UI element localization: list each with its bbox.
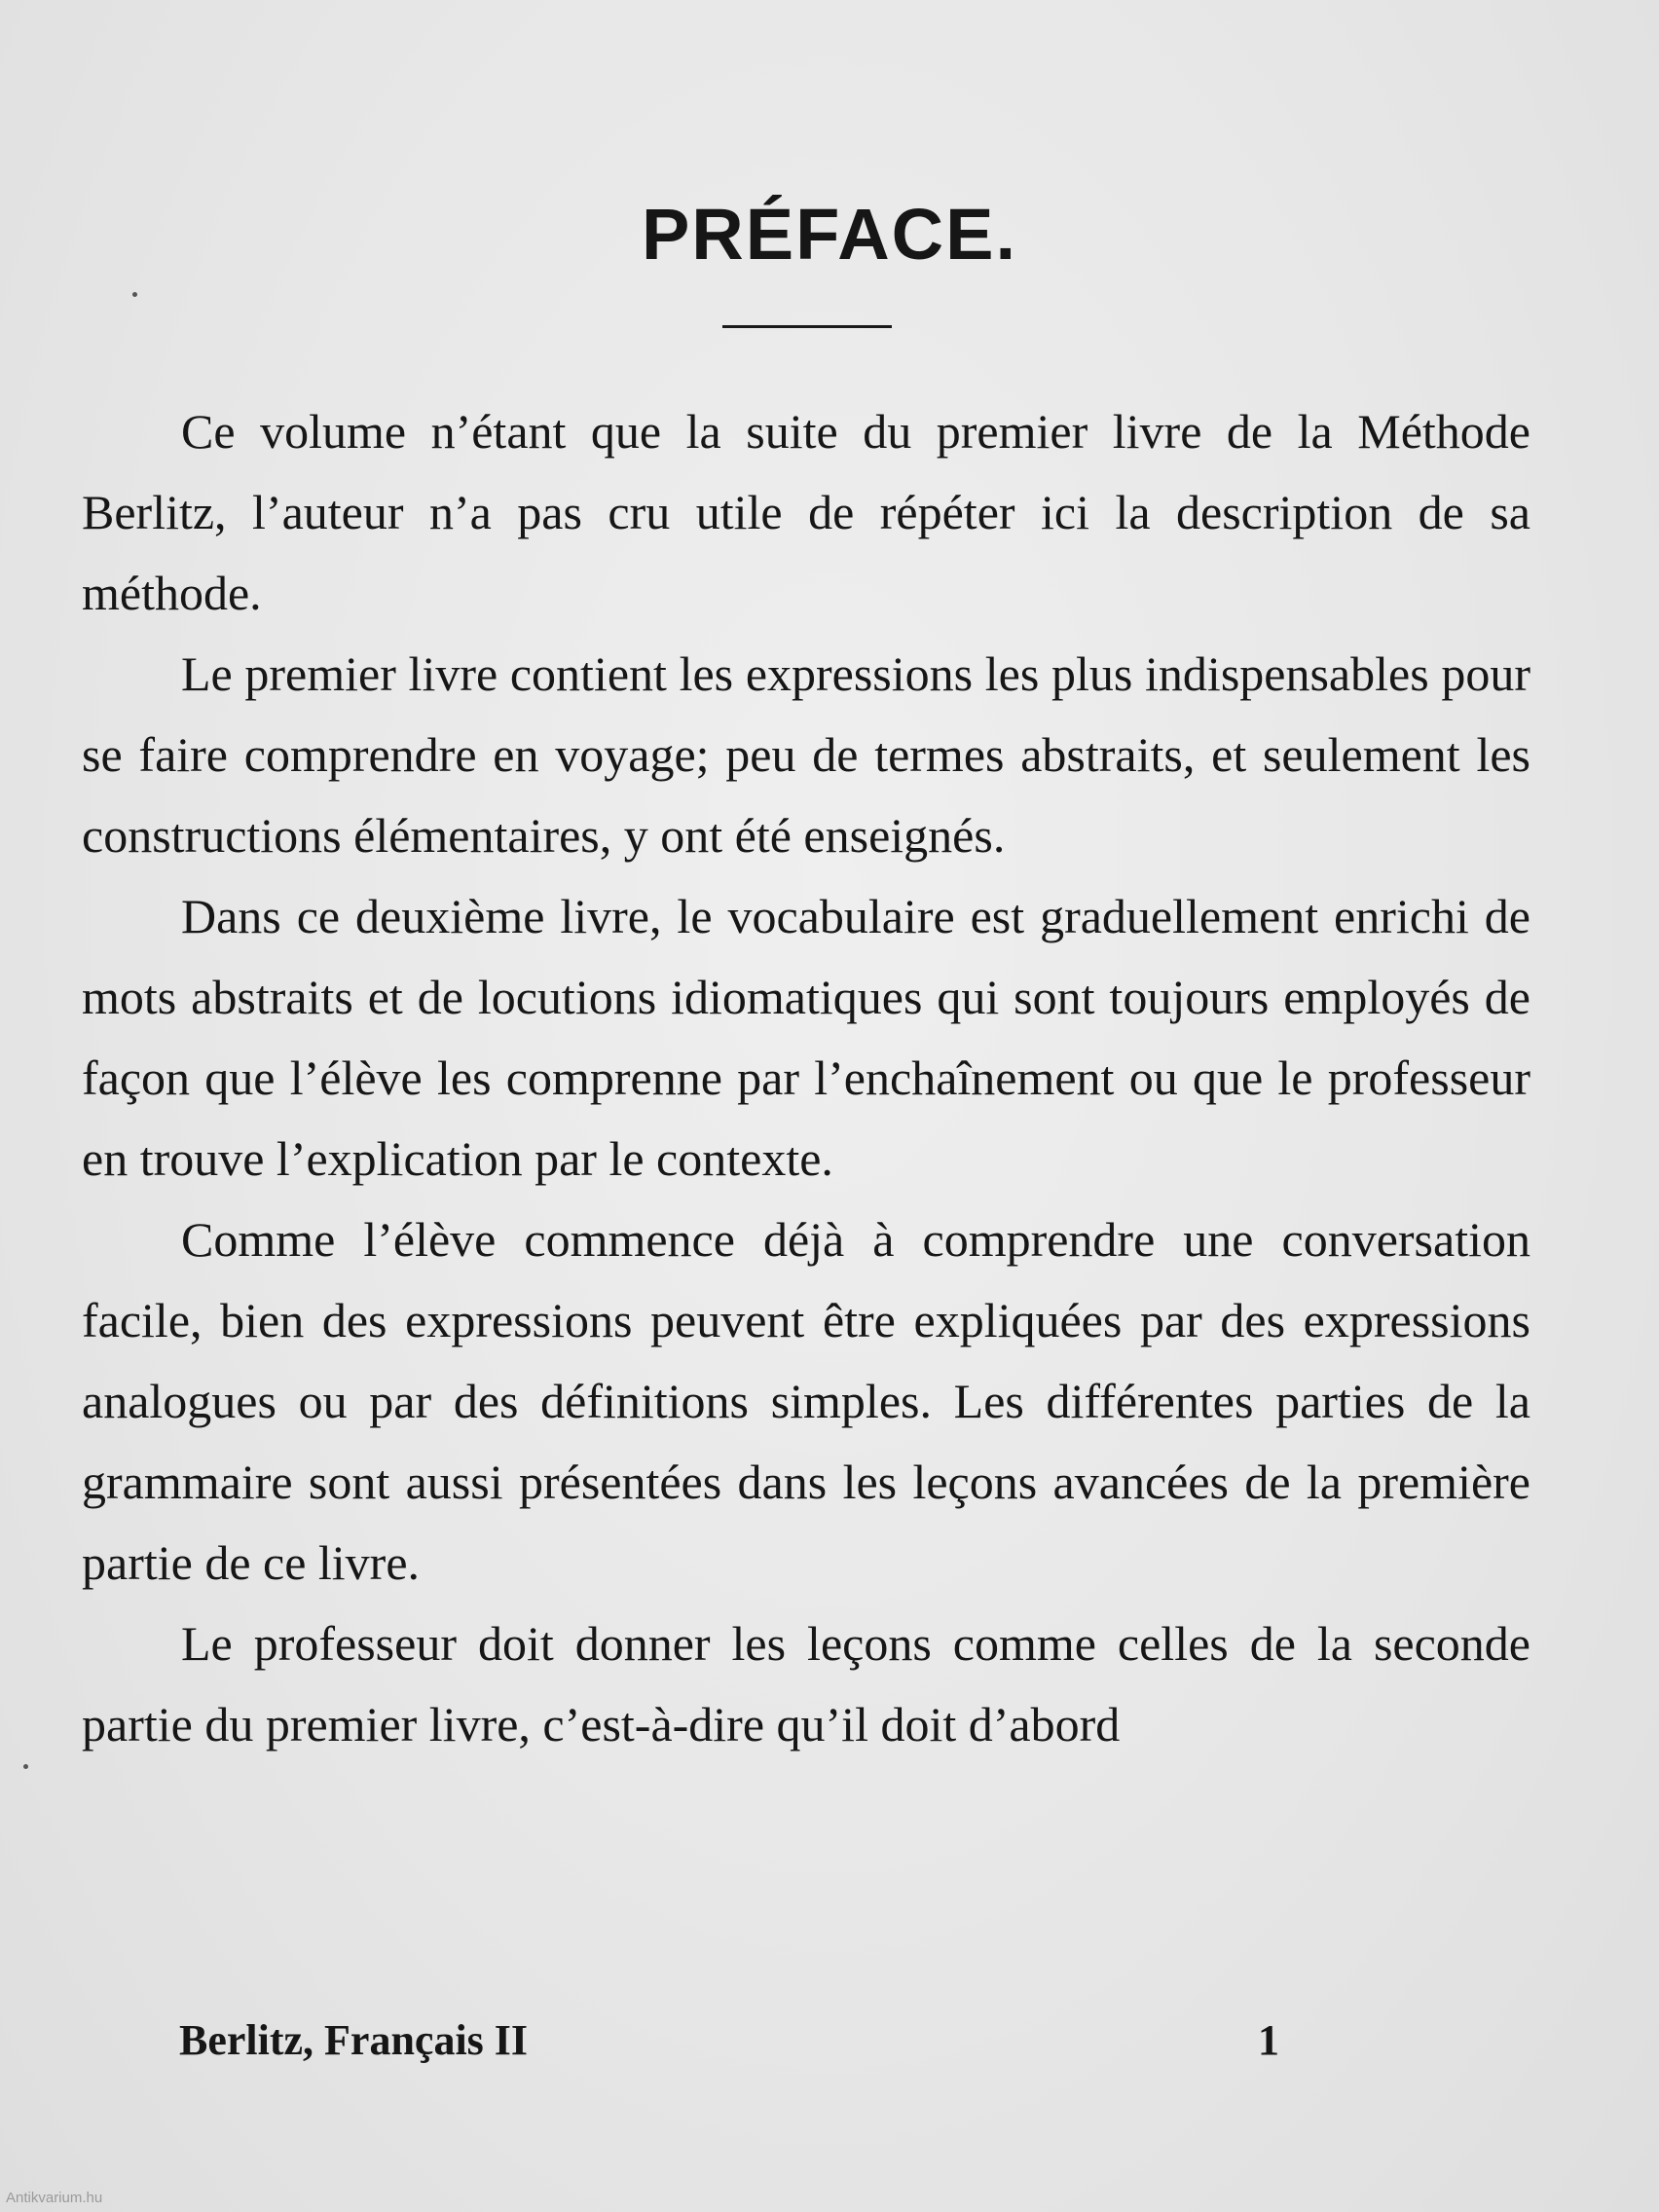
preface-body — [82, 391, 1530, 1765]
paragraph-5: Le professeur doit donner les leçons comme celles de la seconde partie du premier livre, c’est-à-dire qu’il doit d’abord — [82, 1616, 1530, 1751]
paragraph-4: Comme l’élève commence déjà à comprendre une conversation facile, bien des expressions peuvent être expliquées par des expressions analogues ou par des définitions simples. Les différentes parties de la grammaire sont aussi présentées dans les leçons avancées de la première partie de ce livre. — [82, 1212, 1530, 1590]
paragraph-1: Ce volume n’étant que la suite du premier livre de la Méthode Berlitz, l’auteur n’a pas cru utile de répéter ici la description de sa méthode. — [82, 404, 1530, 620]
paragraph-2: Le premier livre contient les expressions les plus indispensables pour se faire comprendre en voyage; peu de termes abstraits, et seulement les constructions élémentaires, y ont été enseignés. — [82, 646, 1530, 863]
paper-speck — [23, 1764, 28, 1769]
paragraph-3: Dans ce deuxième livre, le vocabulaire est graduellement enrichi de mots abstraits et de locutions idiomatiques qui sont toujours employés de façon que l’élève les comprenne par l’enchaînement ou que le professeur en trouve l’explication par le contexte. — [82, 889, 1530, 1186]
paper-speck — [132, 292, 137, 297]
watermark: Antikvarium.hu — [6, 2190, 103, 2206]
footer-signature-mark: 1 — [1258, 2016, 1279, 2064]
title-rule — [722, 325, 892, 328]
footer-book-title: Berlitz, Français II — [179, 2016, 529, 2064]
page-title: PRÉFACE. — [641, 194, 1018, 275]
